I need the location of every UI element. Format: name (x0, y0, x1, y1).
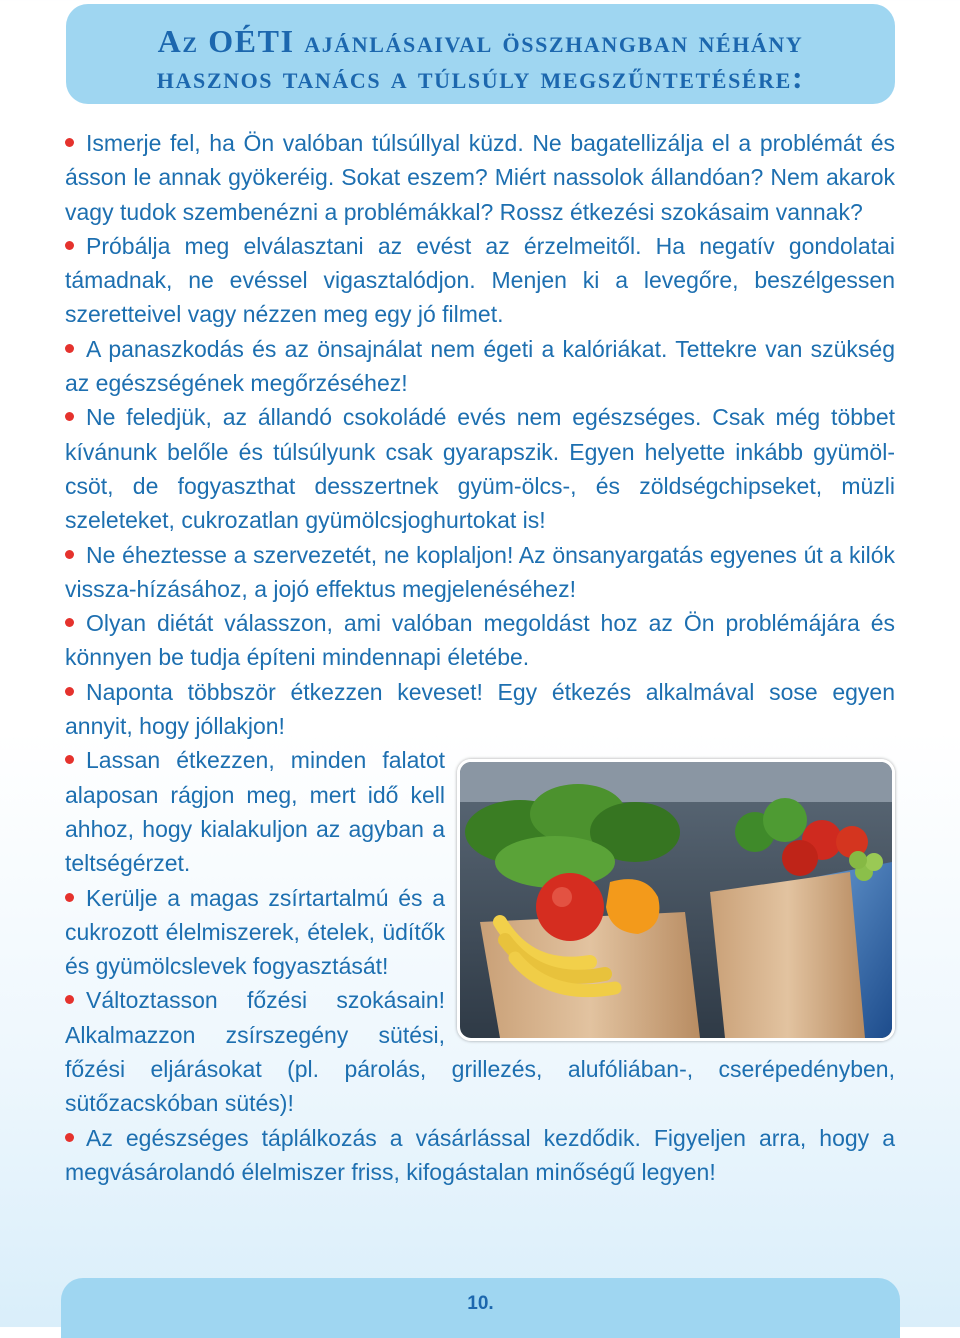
tip-text: A panaszkodás és az önsajnálat nem égeti a kalóriákat. Tettekre van szükség az egészségének megőrzéséhez! (65, 335, 895, 397)
tip-item (65, 400, 895, 537)
tip-text: Naponta többször étkezzen keveset! Egy étkezés alkalmával sose egyen annyit, hogy jóllakjon! (65, 678, 895, 740)
tip-item (65, 675, 895, 744)
bullet-icon (65, 687, 74, 696)
header-title-line-2: hasznos tanács a túlsúly megszűntetésére: (156, 59, 805, 95)
tip-item (65, 606, 895, 675)
tip-text: Kerülje a magas zsírtartalmú és a cukrozott élelmiszerek, ételek, üdítők és gyümölcslevek fogyasztását! (65, 884, 445, 980)
tip-item (65, 126, 895, 229)
bullet-icon (65, 618, 74, 627)
tip-item (65, 1121, 895, 1190)
grocery-bags-photo (457, 759, 895, 1041)
tip-item (65, 538, 895, 607)
tip-text: Az egészséges táplálkozás a vásárlással kezdődik. Figyeljen arra, hogy a megvásárolandó élelmiszer friss, kifogástalan minőségű legyen! (65, 1124, 895, 1185)
header-title-line-1: Az OÉTI ajánlásaival összhangban néhány (157, 23, 804, 59)
tips-list (65, 126, 895, 1189)
bullet-icon (65, 995, 74, 1004)
bullet-icon (65, 344, 74, 353)
bullet-icon (65, 550, 74, 559)
page-number: 10. (467, 1293, 494, 1314)
header-banner (66, 4, 895, 104)
tip-text: Lassan étkezzen, minden falatot alaposan rágjon meg, mert idő kell ahhoz, hogy kialakuljon az agyban a teltségérzet. (65, 747, 445, 877)
tip-item (65, 229, 895, 332)
footer-bar (61, 1278, 900, 1338)
bullet-icon (65, 755, 74, 764)
tip-text: Változtasson főzési szokásain! Alkalmazzon zsírszegény sütési, főzési eljárásokat (pl. párolás, grillezés, alufóliában-, cserépedényben, sütőzacskóban sütés)! (65, 987, 895, 1117)
bullet-icon (65, 241, 74, 250)
bullet-icon (65, 412, 74, 421)
tip-text: Ismerje fel, ha Ön valóban túlsúllyal küzd. Ne bagatellizálja el a problémát és ásson le annak gyökeréig. Sokat eszem? Miért nassolok állandóan? Nem akarok vagy tudok szembenézni a problémákkal? Rossz étkezési szokásaim vannak? (65, 130, 895, 225)
tip-item (65, 332, 895, 401)
bullet-icon (65, 138, 74, 147)
bullet-icon (65, 893, 74, 902)
bullet-icon (65, 1133, 74, 1142)
tip-text: Ne feledjük, az állandó csokoládé evés nem egészséges. Csak még többet kívánunk belőle és túlsúlyunk csak gyarapszik. Egyen helyette inkább gyümöl-csöt, de fogyaszthat desszertnek gyüm-ölcs-, és zöldségchipseket, müzli szeleteket, cukrozatlan gyümölcsjoghurtokat is! (65, 404, 895, 534)
tip-text: Próbálja meg elválasztani az evést az érzelmeitől. Ha negatív gondolatai támadnak, ne evéssel vigasztalódjon. Menjen ki a levegőre, beszélgessen szeretteivel vagy nézzen meg egy jó filmet. (65, 232, 895, 328)
grocery-bags-illustration (460, 762, 892, 1038)
tip-text: Olyan diétát válasszon, ami valóban megoldást hoz az Ön problémájára és könnyen be tudja építeni mindennapi életébe. (65, 610, 895, 671)
tip-text: Ne éheztesse a szervezetét, ne koplaljon! Az önsanyargatás egyenes út a kilók vissza-hízásához, a jojó effektus megjelenéséhez! (65, 541, 895, 602)
